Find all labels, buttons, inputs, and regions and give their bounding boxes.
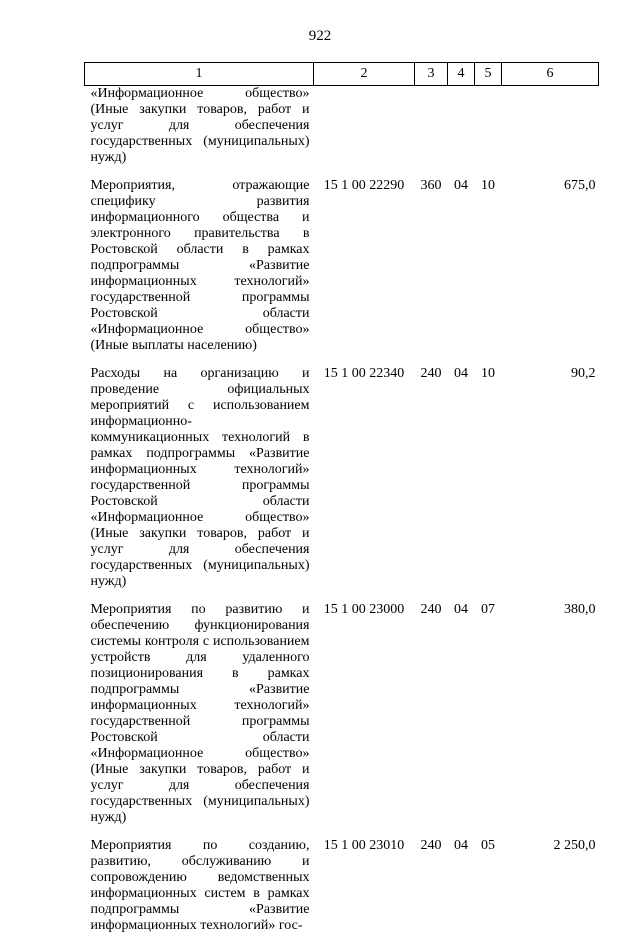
row-subsection: 10 xyxy=(481,178,495,193)
row-section: 04 xyxy=(454,602,468,617)
row-amount: 380,0 xyxy=(564,602,596,617)
row-target-article: 15 1 00 22290 xyxy=(323,178,405,193)
table-row xyxy=(85,86,599,179)
row-amount: 2 250,0 xyxy=(553,838,596,853)
row-target-article: 15 1 00 23010 xyxy=(323,838,405,853)
row-description: Мероприятия, отражающие специфику развития информационного общества и электронного правительства в Ростовской области в рамках подпрограммы «Развитие информационных технологий» государственной программы Ростовской области «Информационное общество» (Иные выплаты населению) xyxy=(90,178,310,353)
row-subsection: 07 xyxy=(481,602,495,617)
row-expense-type xyxy=(415,86,448,179)
header-col-6: 6 xyxy=(502,63,599,86)
row-expense-type: 240 xyxy=(420,838,442,853)
row-subsection: 05 xyxy=(481,838,495,853)
row-section xyxy=(448,86,475,179)
header-col-5: 5 xyxy=(475,63,502,86)
row-description: Мероприятия по созданию, развитию, обслуживанию и сопровождению ведомственных информационных систем в рамках подпрограммы «Развитие информационных технологий» гос- xyxy=(90,838,310,933)
row-section: 04 xyxy=(454,366,468,381)
row-section: 04 xyxy=(454,178,468,193)
header-col-2: 2 xyxy=(314,63,415,86)
header-col-1: 1 xyxy=(85,63,314,86)
row-subsection: 10 xyxy=(481,366,495,381)
row-target-article: 15 1 00 23000 xyxy=(323,602,405,617)
row-target-article xyxy=(314,86,415,179)
row-expense-type: 360 xyxy=(420,178,442,193)
budget-table xyxy=(84,62,599,946)
row-expense-type: 240 xyxy=(420,602,442,617)
row-target-article: 15 1 00 22340 xyxy=(323,366,405,381)
table-header-row xyxy=(85,63,599,86)
page-number: 922 xyxy=(308,28,332,44)
row-subsection xyxy=(475,86,502,179)
header-col-4: 4 xyxy=(448,63,475,86)
row-amount xyxy=(502,86,599,179)
table-row xyxy=(85,838,599,946)
table-row xyxy=(85,366,599,602)
row-amount: 90,2 xyxy=(571,366,596,381)
table-row xyxy=(85,178,599,366)
row-section: 04 xyxy=(454,838,468,853)
table-row xyxy=(85,602,599,838)
row-description: Мероприятия по развитию и обеспечению функционирования системы контроля с использованием устройств для удаленного позиционирования в рамках подпрограммы «Развитие информационных технологий» государственной программы Ростовской области «Информационное общество» (Иные закупки товаров, работ и услуг для обеспечения государственных (муниципальных) нужд) xyxy=(90,602,310,825)
row-description: Расходы на организацию и проведение официальных мероприятий с использованием информационно-коммуникационных технологий в рамках подпрограммы «Развитие информационных технологий» государственной программы Ростовской области «Информационное общество» (Иные закупки товаров, работ и услуг для обеспечения государственных (муниципальных) нужд) xyxy=(90,366,310,589)
header-col-3: 3 xyxy=(415,63,448,86)
row-description: «Информационное общество» (Иные закупки товаров, работ и услуг для обеспечения государственных (муниципальных) нужд) xyxy=(90,86,310,165)
row-amount: 675,0 xyxy=(564,178,596,193)
row-expense-type: 240 xyxy=(420,366,442,381)
